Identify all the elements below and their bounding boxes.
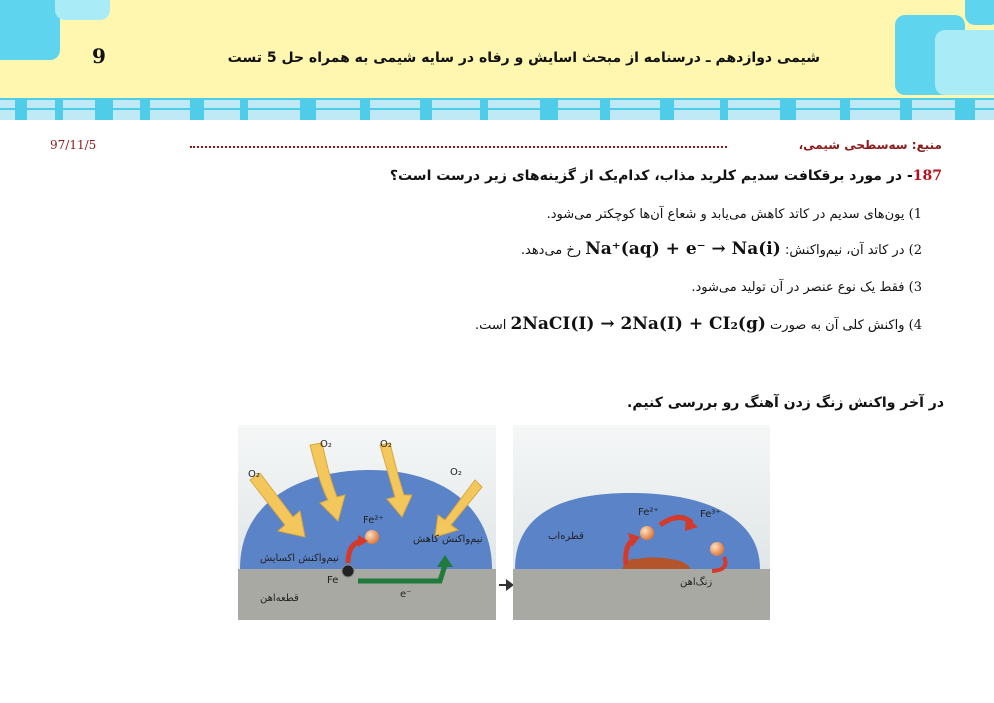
fe2-ion xyxy=(640,526,654,540)
fe-atom xyxy=(342,565,354,577)
half-reaction-equation: Na⁺(aq) + e⁻ → Na(i) xyxy=(585,239,781,259)
fe3-ion xyxy=(710,542,724,556)
question-text: - در مورد برقکافت سدیم کلرید مذاب، کدام‌یک از گزینه‌های زیر درست است؟ xyxy=(389,168,913,184)
page-title: شیمی دوازدهم ـ درسنامه از مبحث اسایش و رفاه در سایه شیمی به همراه حل 5 تست xyxy=(227,50,820,66)
option-number: 1) xyxy=(908,207,922,222)
option-3 xyxy=(222,280,922,295)
option-1 xyxy=(222,207,922,222)
option-text: یون‌های سدیم در کاتد کاهش می‌یابد و شعاع آن‌ها کوچکتر می‌شود. xyxy=(546,207,905,222)
option-text: واکنش کلی آن به صورت xyxy=(770,318,905,333)
option-number: 3) xyxy=(908,280,922,295)
option-text: در کاتد آن، نیم‌واکنش: xyxy=(784,243,905,258)
iron-piece xyxy=(513,569,770,620)
option-4 xyxy=(222,314,922,334)
decor-square xyxy=(935,30,994,95)
rusting-intro: در آخر واکنش زنگ زدن آهنگ رو بررسی کنیم. xyxy=(627,395,944,411)
option-number: 2) xyxy=(908,243,922,258)
fe2-ion xyxy=(365,530,379,544)
page-number: 9 xyxy=(92,44,106,68)
decor-square xyxy=(0,0,60,60)
overall-reaction-equation: 2NaCI(I) → 2Na(I) + CI₂(g) xyxy=(510,314,766,334)
option-text: فقط یک نوع عنصر در آن تولید می‌شود. xyxy=(691,280,905,295)
header-stripe xyxy=(0,98,994,120)
o2-label: O₂ xyxy=(320,439,332,450)
decor-square xyxy=(55,0,110,20)
fe2-label: Fe²⁺ xyxy=(363,515,384,526)
source-date: 97/11/5 xyxy=(50,138,97,152)
question-number: 187 xyxy=(912,168,942,184)
reduction-label: نیم‌واکنش کاهش xyxy=(413,534,483,545)
question-stem xyxy=(142,168,942,184)
electron-label: e⁻ xyxy=(400,589,412,600)
source-label: منبع: سه‌سطحی شیمی، xyxy=(798,138,942,152)
panel-arrowhead xyxy=(506,579,514,591)
oxidation-label: نیم‌واکنش اکسایش xyxy=(260,553,339,564)
page-header xyxy=(0,0,994,100)
dotted-leader xyxy=(190,134,727,148)
fe3-label: Fe³⁺ xyxy=(700,509,721,520)
option-text: رخ می‌دهد. xyxy=(520,243,582,258)
fe2-label: Fe²⁺ xyxy=(638,507,659,518)
rusting-diagram xyxy=(230,425,770,625)
fe-label: Fe xyxy=(327,575,339,586)
o2-label: O₂ xyxy=(380,439,392,450)
option-text: است. xyxy=(474,318,507,333)
rusting-figure xyxy=(230,425,770,625)
iron-piece-label: قطعه‌اهن xyxy=(260,593,299,604)
option-2 xyxy=(222,239,922,259)
source-line xyxy=(50,138,942,156)
o2-label: O₂ xyxy=(450,467,462,478)
rust-label: زنگ‌اهن xyxy=(680,577,713,588)
option-number: 4) xyxy=(908,318,922,333)
decor-square xyxy=(965,0,994,25)
water-drop-label: قطره‌اب xyxy=(548,531,584,542)
o2-label: O₂ xyxy=(248,469,260,480)
